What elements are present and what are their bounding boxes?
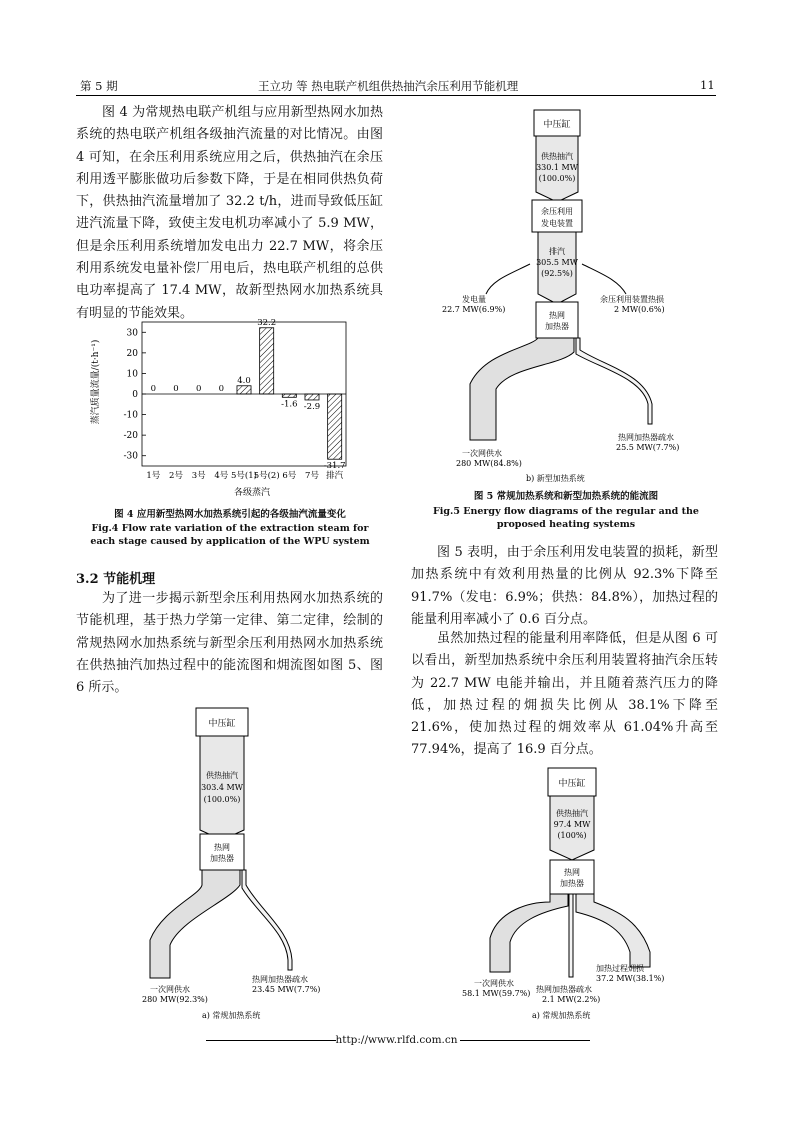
svg-text:供热抽汽: 供热抽汽 [556,809,588,818]
svg-text:热网: 热网 [214,843,230,852]
fig4-bar [282,394,296,397]
svg-text:a) 常规加热系统: a) 常规加热系统 [532,1011,591,1020]
svg-text:a) 常规加热系统: a) 常规加热系统 [202,1011,261,1020]
fig4-value-label: -2.9 [303,401,321,412]
fig4-bar [237,386,251,394]
fig4-xtick-label: 2号 [169,471,183,481]
fig4-bar [305,394,319,400]
svg-text:303.4 MW: 303.4 MW [201,783,243,792]
fig4-xtick-label: 6号 [282,471,297,481]
svg-text:(100%): (100%) [557,831,587,840]
svg-text:22.7 MW(6.9%): 22.7 MW(6.9%) [442,305,506,314]
fig4-value-label: -31.7 [323,461,346,472]
fig4-xtick-label: 7号 [305,471,319,481]
svg-text:330.1 MW: 330.1 MW [536,163,578,172]
fig4-chart [84,312,374,502]
fig5-caption-cn: 图 5 常规加热系统和新型加热系统的能流图 [473,491,659,502]
svg-text:280 MW(92.3%): 280 MW(92.3%) [142,995,208,1004]
fig5a-diagram [140,700,330,1025]
fig4-xtick-label: 排汽 [326,471,344,481]
fig4-value-label: 0 [150,384,157,394]
fig5a-top-label: 中压缸 [208,719,236,729]
svg-text:一次网供水: 一次网供水 [462,449,502,458]
svg-text:加热器: 加热器 [560,879,584,888]
right-paragraph-1: 图 5 表明，由于余压利用发电装置的损耗，新型加热系统中有效利用热量的比例从 92.3%下降至 91.7%（发电：6.9%；供热：84.8%），加热过程的能量利用率减小了 0.6 百分点。 [411,545,718,627]
fig4-xlabel: 各级蒸汽 [233,488,271,498]
svg-text:25.5 MW(7.7%): 25.5 MW(7.7%) [616,443,680,452]
fig4-ytick-label: 10 [126,369,138,380]
fig4-caption-cn: 图 4 应用新型热网水加热系统引起的各级抽汽流量变化 [114,509,346,520]
fig4-bars [151,318,346,471]
fig4-bar [260,328,274,394]
fig4-xtick-label: 5号(1) [231,471,257,481]
svg-text:发电装置: 发电装置 [541,219,573,228]
svg-text:加热器: 加热器 [210,854,234,863]
footer-rule-right [460,1040,590,1041]
fig4-xtick-label: 3号 [191,471,206,481]
svg-text:加热器: 加热器 [545,322,569,331]
page-number: 11 [700,78,715,92]
fig4-value-label: 0 [218,384,225,394]
svg-text:(100.0%): (100.0%) [203,795,241,804]
svg-text:37.2 MW(38.1%): 37.2 MW(38.1%) [596,974,665,983]
fig5a-drain-flow [242,870,292,970]
fig4-ytick-label: 20 [126,348,138,359]
svg-text:b) 新型加热系统: b) 新型加热系统 [526,474,585,483]
running-title: 王立功 等 热电联产机组供热抽汽余压利用节能机理 [258,79,519,93]
fig4-caption-en: Fig.4 Flow rate variation of the extraction steam for each stage caused by application of the WPU system [90,523,370,547]
fig4-ytick-label: -20 [123,431,138,442]
section-32-text: 为了进一步揭示新型余压利用热网水加热系统的节能机理，基于热力学第一定律、第二定律，绘制的常规热网水加热系统与新型余压利用热网水加热系统在供热抽汽加热过程中的能流图和㶲流图如图 5、图 6 所示。 [76,591,383,696]
svg-text:2 MW(0.6%): 2 MW(0.6%) [614,305,665,314]
svg-text:热网加热器疏水: 热网加热器疏水 [536,985,592,994]
fig4-bar [328,394,342,459]
fig4-value-label: 0 [195,384,202,394]
fig5a-heater-box [200,834,244,870]
fig5a-supply-flow [150,870,240,978]
fig5-caption-en: Fig.5 Energy flow diagrams of the regular and the proposed heating systems [433,506,699,530]
left-paragraph-1: 图 4 为常规热电联产机组与应用新型热网水加热系统的热电联产机组各级抽汽流量的对比情况。由图 4 可知，在余压利用系统应用之后，供热抽汽在余压利用透平膨胀做功后参数下降，于是在相同供热负荷下，供热抽汽流量增加了 32.2 t/h，进而导致低压缸进汽流量下降，致使主发电机功率减小了 5.9 MW，但是余压利用系统增加发电出力 22.7 MW，将余压利用系统发电量补偿厂用电后，热电联产机组的总供电功率提高了 17.4 MW，故新型热网水加热系统具有明显的节能效果。 [76,105,383,321]
fig4-ytick-label: -10 [123,410,138,421]
svg-text:供热抽汽: 供热抽汽 [541,152,573,161]
svg-text:热网: 热网 [549,311,565,320]
right-paragraph-2: 虽然加热过程的能量利用率降低，但是从图 6 可以看出，新型加热系统中余压利用装置将抽汽余压转为 22.7 MW 电能并输出，并且随着蒸汽压力的降低，加热过程的㶲损失比例从 38.1%下降至 21.6%，使加热过程的㶲效率从 61.04%升高至 77.94%，提高了 16.9 百分点。 [411,631,718,758]
svg-text:一次网供水: 一次网供水 [150,985,190,994]
fig4-value-label: 4.0 [237,375,251,386]
issue-number: 第 5 期 [80,79,118,93]
svg-text:一次网供水: 一次网供水 [474,979,514,988]
svg-text:305.5 MW: 305.5 MW [536,258,578,267]
fig6a-diagram [450,762,670,1024]
svg-text:中压缸: 中压缸 [558,779,586,789]
svg-text:97.4 MW: 97.4 MW [553,820,591,829]
svg-text:中压缸: 中压缸 [543,120,571,130]
fig4-value-label: -1.6 [281,399,298,410]
header-rule [76,95,716,96]
svg-text:58.1 MW(59.7%): 58.1 MW(59.7%) [462,989,531,998]
svg-text:发电量: 发电量 [462,295,486,304]
fig4-xtick-label: 4号 [214,471,229,481]
fig4-xtick-label: 1号 [146,471,161,481]
svg-text:热网加热器疏水: 热网加热器疏水 [252,975,308,984]
svg-text:热网加热器疏水: 热网加热器疏水 [618,433,674,442]
svg-text:(92.5%): (92.5%) [541,269,573,278]
fig4-value-label: 0 [173,384,179,394]
fig4-ytick-label: -30 [123,451,138,462]
footer-url: http://www.rlfd.com.cn [335,1034,458,1046]
svg-text:排汽: 排汽 [549,247,565,256]
svg-text:热网: 热网 [564,868,580,877]
svg-text:280 MW(84.8%): 280 MW(84.8%) [456,459,522,468]
fig4-xtick-label: 5号(2) [253,471,280,481]
section-heading: 3.2 节能机理 [76,572,156,587]
svg-text:2.1 MW(2.2%): 2.1 MW(2.2%) [542,995,601,1004]
svg-text:供热抽汽: 供热抽汽 [206,771,238,780]
svg-text:余压利用装置热损: 余压利用装置热损 [600,295,664,304]
svg-text:(100.0%): (100.0%) [538,174,576,183]
fig4-ytick-label: 30 [126,328,138,339]
fig4-ytick-label: 0 [132,390,138,400]
fig5b-diagram [430,104,720,488]
svg-text:23.45 MW(7.7%): 23.45 MW(7.7%) [252,985,321,994]
svg-text:余压利用: 余压利用 [541,207,573,216]
fig4-value-label: 32.2 [257,317,277,328]
svg-text:加热过程㶲损: 加热过程㶲损 [596,964,644,973]
fig4-ylabel: 蒸汽质量流量/(t·h⁻¹) [91,339,101,425]
